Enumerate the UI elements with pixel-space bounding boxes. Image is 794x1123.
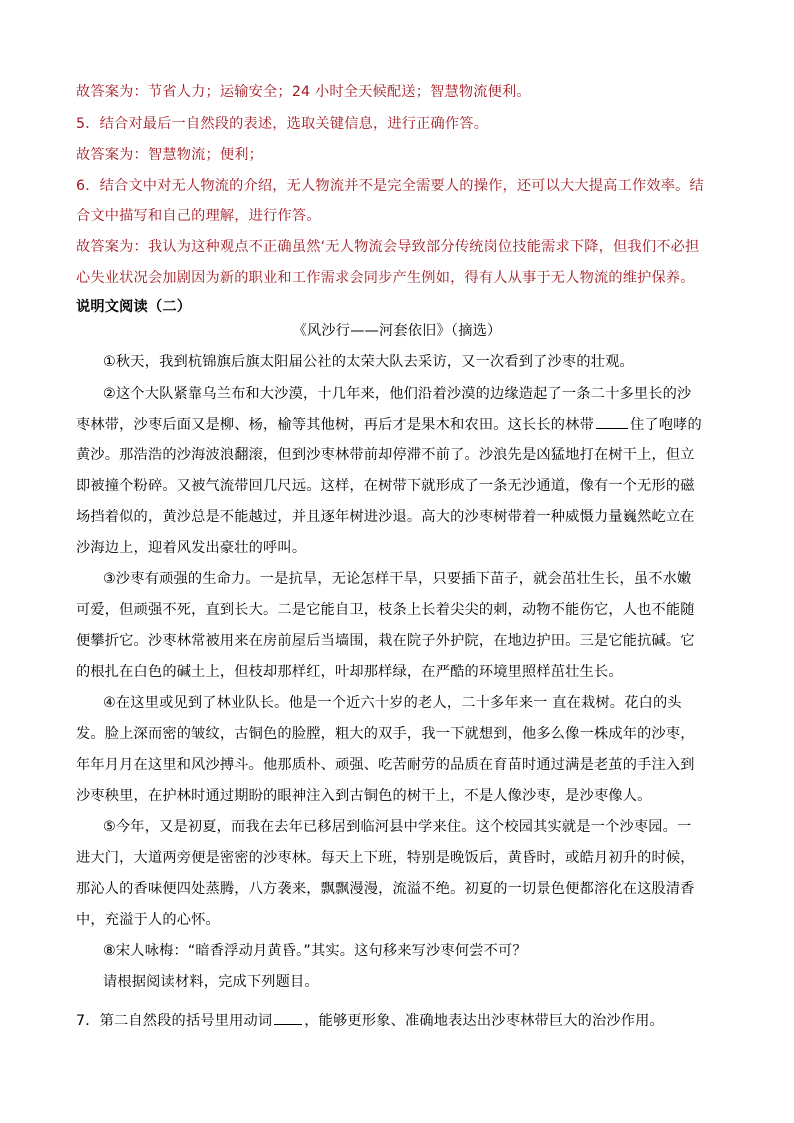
answer-4: 故答案为：节省人力；运输安全；24 小时全天候配送；智慧物流便利。	[76, 84, 531, 100]
paragraph-2-line5: 场挡着似的，黄沙总是不能越过，并且逐年树进沙退。高大的沙枣树带着一种威慑力量巍然屹立在	[76, 509, 695, 525]
paragraph-5-line1: ⑤今年，又是初夏，而我在去年已移居到临河县中学来住。这个校园其实就是一个沙枣园。一	[103, 819, 692, 835]
answer-6-line2: 心失业状况会加剧因为新的职业和工作需求会同步产生例如，得有人从事于无人物流的维护保养。	[76, 270, 695, 286]
answer-blank	[274, 1010, 302, 1025]
analysis-6-line2: 合文中描写和自己的理解，进行作答。	[76, 208, 321, 224]
paragraph-3-line1: ③沙枣有顽强的生命力。一是抗旱，无论怎样干旱，只要插下苗子，就会茁壮生长，虽不水嫩	[103, 571, 692, 587]
answer-blank	[596, 414, 628, 429]
paragraph-1: ①秋天，我到杭锦旗后旗太阳届公社的太荣大队去采访，又一次看到了沙枣的壮观。	[103, 354, 634, 370]
question-7: 7．第二自然段的括号里用动词 ，能够更形象、准确地表达出沙枣林带巨大的治沙作用。	[76, 1010, 726, 1031]
paragraph-4-line3: 年年月月在这里和风沙搏斗。他那质朴、顽强、吃苦耐劳的品质在育苗时通过满是老茧的手注入到	[76, 757, 695, 773]
paragraph-2-line4: 即被撞个粉碎。又被气流带回几尺远。这样，在树带下就形成了一条无沙通道，像有一个无形的磁	[76, 478, 695, 494]
analysis-5: 5．结合对最后一自然段的表述，选取关键信息，进行正确作答。	[76, 116, 489, 132]
analysis-6-line1: 6．结合文中对无人物流的介绍，无人物流并不是完全需要人的操作，还可以大大提高工作效率。结	[76, 178, 704, 194]
passage-title: 《风沙行——河套依旧》（摘选）	[292, 323, 502, 339]
paragraph-5-line2: 进大门，大道两旁便是密密的沙枣林。每天上下班，特别是晚饭后，黄昏时，或皓月初升的时候，	[76, 850, 695, 866]
section-heading: 说明文阅读（二）	[76, 299, 192, 315]
paragraph-4-line2: 发。脸上深而密的皱纹，古铜色的脸膛，粗大的双手，我一下就想到，他多么像一株成年的沙枣，	[76, 726, 695, 742]
paragraph-4-line1: ④在这里或见到了林业队长。他是一个近六十岁的老人，二十多年来一 直在栽树。花白的头	[103, 695, 682, 711]
paragraph-3-line3: 便攀折它。沙枣林常被用来在房前屋后当墙围，栽在院子外护院，在地边护田。三是它能抗碱。它	[76, 633, 695, 649]
instruction: 请根据阅读材料，完成下列题目。	[103, 974, 319, 990]
paragraph-3-line2: 可爱，但顽强不死，直到长大。二是它能自卫，枝条上长着尖尖的刺，动物不能伤它，人也不能随	[76, 602, 695, 618]
paragraph-2-line6: 沙海边上，迎着风发出豪壮的呼叫。	[76, 540, 307, 556]
paragraph-2-line3: 黄沙。那浩浩的沙海波浪翻滚，但到沙枣林带前却停滞不前了。沙浪先是凶猛地打在树干上，但立	[76, 447, 695, 463]
paragraph-4-line4: 沙枣秧里，在护林时通过期盼的眼神注入到古铜色的树干上，不是人像沙枣，是沙枣像人。	[76, 788, 652, 804]
answer-5: 故答案为：智慧物流；便利；	[76, 147, 264, 163]
answer-6-line1: 故答案为：我认为这种观点不正确虽然‘无人物流会导致部分传统岗位技能需求下降，但我们不必担	[76, 239, 700, 255]
paragraph-2-line2: 枣林带，沙枣后面又是柳、杨，榆等其他树，再后才是果木和农田。这长长的林带 住了咆哮的	[76, 414, 726, 435]
paragraph-5-line3: 那沁人的香味便四处蒸腾，八方袭来，飘飘漫漫，流溢不绝。初夏的一切景色便都溶化在这股清香	[76, 881, 695, 897]
paragraph-3-line4: 的根扎在白色的碱土上，但枝却那样红，叶却那样绿，在严酷的环境里照样茁壮生长。	[76, 664, 623, 680]
paragraph-2-line1: ②这个大队紧靠乌兰布和大沙漠，十几年来，他们沿着沙漠的边缘造起了一条二十多里长的沙	[103, 386, 692, 402]
paragraph-5-line4: 中，充溢于人的心怀。	[76, 912, 220, 928]
paragraph-8: ⑧宋人咏梅：“暗香浮动月黄昏。”其实。这句移来写沙枣何尝不可？	[103, 943, 527, 959]
